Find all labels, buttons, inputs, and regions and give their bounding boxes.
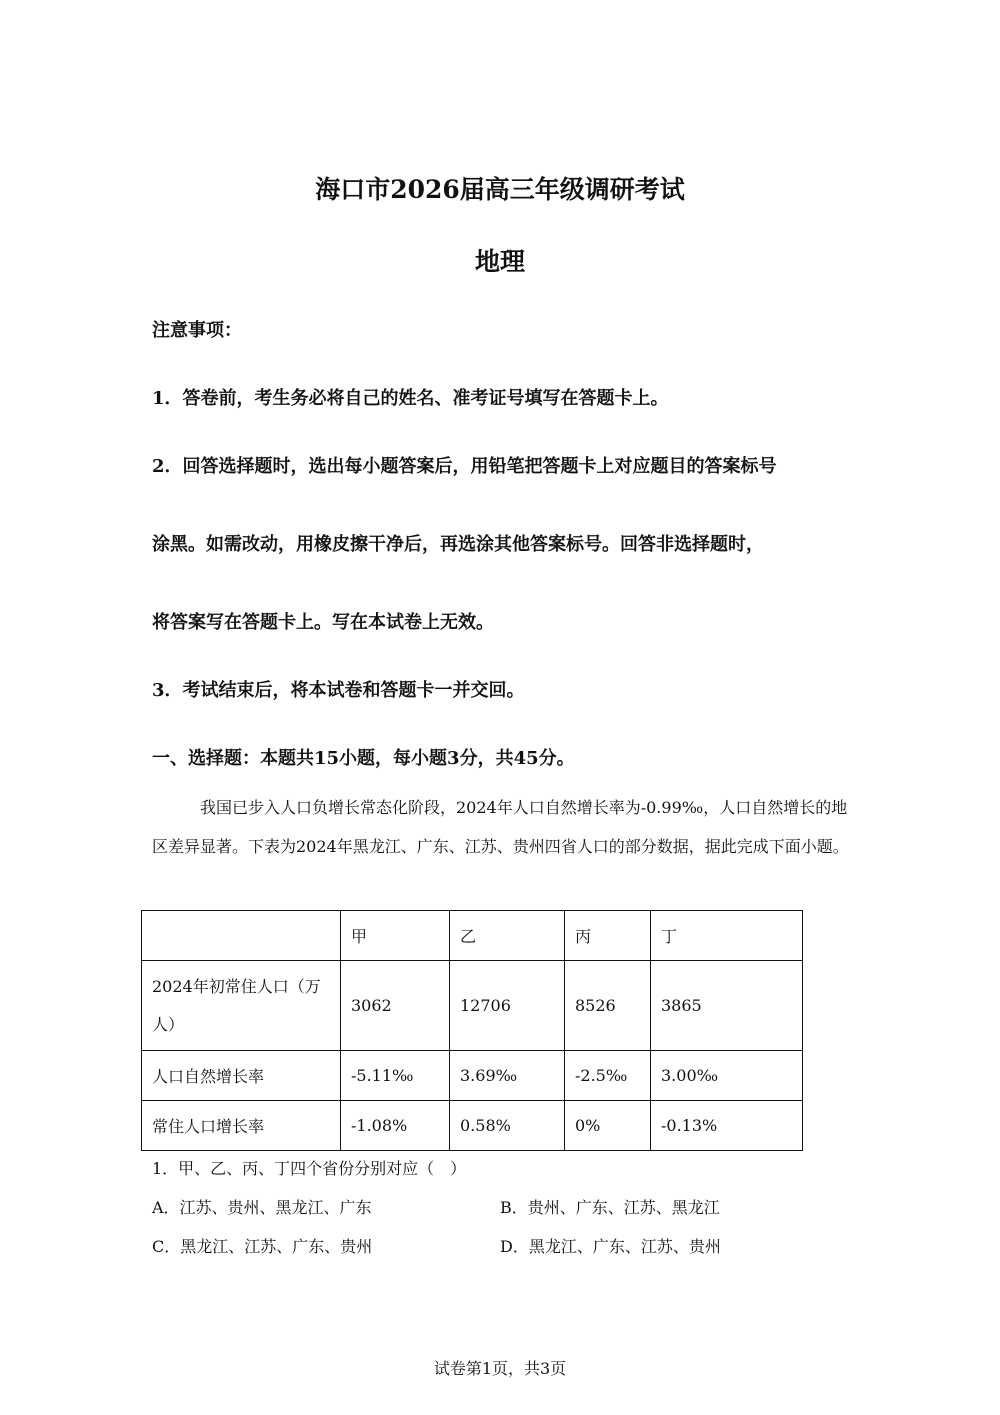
exam-title: 海口市2026届高三年级调研考试 (315, 175, 685, 204)
table-header-cell: 甲 (341, 911, 450, 961)
row-label: 人口自然增长率 (142, 1051, 341, 1101)
table-cell: -0.13% (651, 1101, 803, 1151)
notice-item-1: 1．答卷前，考生务必将自己的姓名、准考证号填写在答题卡上。 (152, 388, 669, 409)
subject-title: 地理 (474, 247, 525, 276)
passage-text: 我国已步入人口负增长常态化阶段，2024年人口自然增长率为-0.99‰，人口自然增长的地区差异显著。下表为2024年黑龙江、广东、江苏、贵州四省人口的部分数据，据此完成下面小题。 (152, 798, 849, 856)
notice-heading: 注意事项： (152, 320, 242, 341)
table-row (142, 1101, 803, 1151)
table-cell: -5.11‰ (341, 1051, 450, 1101)
question-1-option-c[interactable]: C．黑龙江、江苏、广东、贵州 (152, 1237, 373, 1256)
row-label: 常住人口增长率 (142, 1101, 341, 1151)
question-1-option-a[interactable]: A．江苏、贵州、黑龙江、广东 (152, 1198, 372, 1217)
notice-item-2-line-2: 涂黑。如需改动，用橡皮擦干净后，再选涂其他答案标号。回答非选择题时， (152, 534, 764, 555)
table-header-row (142, 911, 803, 961)
table-cell: 3062 (341, 961, 450, 1051)
table-header-cell: 丙 (565, 911, 651, 961)
page-footer: 试卷第1页，共3页 (433, 1359, 567, 1378)
passage (152, 788, 852, 866)
table-header-cell (142, 911, 341, 961)
section-heading: 一、选择题：本题共15小题，每小题3分，共45分。 (152, 748, 575, 769)
table-row (142, 1051, 803, 1101)
question-1-option-b[interactable]: B．贵州、广东、江苏、黑龙江 (500, 1198, 720, 1217)
table-cell: -2.5‰ (565, 1051, 651, 1101)
notice-item-2-line-3: 将答案写在答题卡上。写在本试卷上无效。 (152, 612, 494, 633)
question-1-stem: 1．甲、乙、丙、丁四个省份分别对应（ ） (152, 1159, 467, 1178)
table-cell: 8526 (565, 961, 651, 1051)
table-header-cell: 乙 (450, 911, 565, 961)
table-cell: 0.58% (450, 1101, 565, 1151)
notice-item-2-line-1: 2．回答选择题时，选出每小题答案后，用铅笔把答题卡上对应题目的答案标号 (152, 456, 777, 477)
table-cell: -1.08% (341, 1101, 450, 1151)
notice-item-3: 3．考试结束后，将本试卷和答题卡一并交回。 (152, 680, 525, 701)
table-header-cell: 丁 (651, 911, 803, 961)
population-table (141, 910, 803, 1151)
table-row (142, 961, 803, 1051)
table-cell: 3865 (651, 961, 803, 1051)
table-cell: 3.69‰ (450, 1051, 565, 1101)
table-cell: 0% (565, 1101, 651, 1151)
table-cell: 12706 (450, 961, 565, 1051)
question-1-option-d[interactable]: D．黑龙江、广东、江苏、贵州 (500, 1237, 721, 1256)
row-label: 2024年初常住人口（万人） (142, 961, 341, 1051)
table-cell: 3.00‰ (651, 1051, 803, 1101)
